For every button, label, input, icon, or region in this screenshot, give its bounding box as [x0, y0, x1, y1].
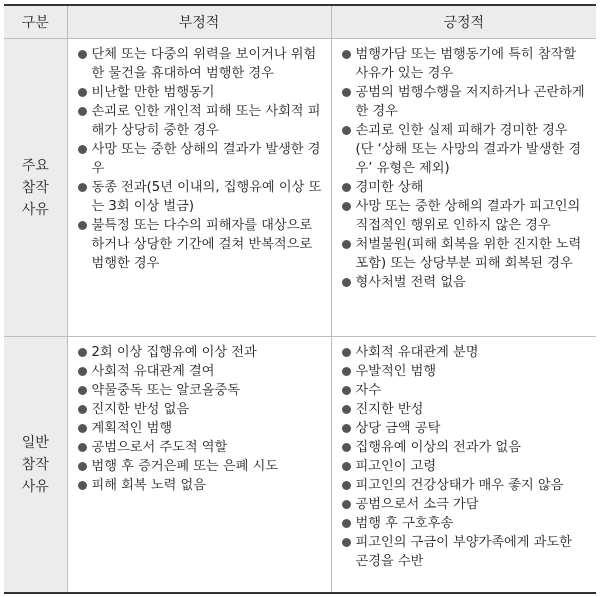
bullet-icon: [78, 405, 87, 414]
bullet-icon: [342, 481, 351, 490]
negative-list: [78, 343, 323, 495]
list-item: 상당 금액 공탁: [342, 419, 589, 438]
list-item: 범행 후 구호후송: [342, 514, 589, 533]
bullet-icon: [78, 183, 87, 192]
bullet-icon: [342, 88, 351, 97]
category-label: 사유: [21, 478, 49, 495]
bullet-icon: [342, 202, 351, 211]
list-item: 진지한 반성 없음: [78, 400, 323, 419]
list-item: 약물중독 또는 알코올중독: [78, 381, 323, 400]
bullet-icon: [78, 145, 87, 154]
bullet-icon: [342, 386, 351, 395]
positive-cell: [331, 39, 596, 337]
bullet-icon: [78, 221, 87, 230]
category-label: 일반: [21, 434, 49, 451]
list-item: 피고인의 건강상태가 매우 좋지 않음: [342, 476, 589, 495]
category-cell: [4, 337, 67, 594]
bullet-icon: [78, 424, 87, 433]
list-item: 공범으로서 주도적 역할: [78, 438, 323, 457]
bullet-icon: [78, 50, 87, 59]
bullet-icon: [78, 367, 87, 376]
bullet-icon: [78, 348, 87, 357]
category-label: 참작: [21, 179, 49, 196]
list-item: 범행가담 또는 범행동기에 특히 참작할 사유가 있는 경우: [342, 45, 589, 83]
bullet-icon: [78, 443, 87, 452]
list-item: 경미한 상해: [342, 178, 589, 197]
header-positive: 긍정적: [331, 5, 596, 39]
bullet-icon: [342, 538, 351, 547]
bullet-icon: [78, 462, 87, 471]
list-item: 진지한 반성: [342, 400, 589, 419]
list-item: 범행 후 증거은폐 또는 은폐 시도: [78, 457, 323, 476]
header-negative: 부정적: [67, 5, 331, 39]
bullet-icon: [342, 183, 351, 192]
bullet-icon: [342, 367, 351, 376]
negative-list: [78, 45, 323, 273]
list-item: 처벌불원(피해 회복을 위한 진지한 노력 포함) 또는 상당부분 피해 회복된 경우: [342, 235, 589, 273]
category-label: 참작: [21, 456, 49, 473]
list-item: 계획적인 범행: [78, 419, 323, 438]
list-item: 비난할 만한 범행동기: [78, 83, 323, 102]
category-cell: [4, 39, 67, 337]
category-label: 사유: [21, 201, 49, 218]
header-row: [4, 5, 596, 39]
bullet-icon: [342, 126, 351, 135]
negative-cell: [67, 337, 331, 594]
bullet-icon: [78, 386, 87, 395]
table-row: [4, 337, 596, 594]
bullet-icon: [342, 443, 351, 452]
bullet-icon: [342, 348, 351, 357]
list-item: 손괴로 인한 개인적 피해 또는 사회적 피해가 상당히 중한 경우: [78, 102, 323, 140]
list-item: 단체 또는 다중의 위력을 보이거나 위험한 물건을 휴대하여 범행한 경우: [78, 45, 323, 83]
list-item: 사회적 유대관계 결여: [78, 362, 323, 381]
list-item: 2회 이상 집행유예 이상 전과: [78, 343, 323, 362]
list-item: 사망 또는 중한 상해의 결과가 피고인의 직접적인 행위로 인하지 않은 경우: [342, 197, 589, 235]
bullet-icon: [342, 500, 351, 509]
list-item: 형사처벌 전력 없음: [342, 273, 589, 292]
positive-cell: [331, 337, 596, 594]
list-item: 불특정 또는 다수의 피해자를 대상으로 하거나 상당한 기간에 걸쳐 반복적으로 범행한 경우: [78, 216, 323, 273]
list-item: 피고인이 고령: [342, 457, 589, 476]
list-item: 집행유예 이상의 전과가 없음: [342, 438, 589, 457]
header-category: 구분: [4, 5, 67, 39]
sentencing-factors-table: [4, 4, 596, 594]
list-item: 사망 또는 중한 상해의 결과가 발생한 경우: [78, 140, 323, 178]
list-item: 피고인의 구금이 부양가족에게 과도한 곤경을 수반: [342, 533, 589, 571]
list-item: 동종 전과(5년 이내의, 집행유예 이상 또는 3회 이상 벌금): [78, 178, 323, 216]
bullet-icon: [78, 107, 87, 116]
list-item: 우발적인 범행: [342, 362, 589, 381]
bullet-icon: [342, 424, 351, 433]
positive-list: [342, 343, 589, 571]
bullet-icon: [342, 50, 351, 59]
list-item: 공범으로서 소극 가담: [342, 495, 589, 514]
list-item: 공범의 범행수행을 저지하거나 곤란하게 한 경우: [342, 83, 589, 121]
negative-cell: [67, 39, 331, 337]
positive-list: [342, 45, 589, 292]
category-label: 주요: [21, 157, 49, 174]
bullet-icon: [78, 481, 87, 490]
bullet-icon: [342, 462, 351, 471]
bullet-icon: [342, 240, 351, 249]
bullet-icon: [342, 278, 351, 287]
table-row: [4, 39, 596, 337]
bullet-icon: [78, 88, 87, 97]
list-item: 자수: [342, 381, 589, 400]
list-item: 피해 회복 노력 없음: [78, 476, 323, 495]
list-item: 손괴로 인한 실제 피해가 경미한 경우 (단 ‘상해 또는 사망의 결과가 발생한 경우’ 유형은 제외): [342, 121, 589, 178]
bullet-icon: [342, 519, 351, 528]
bullet-icon: [342, 405, 351, 414]
list-item: 사회적 유대관계 분명: [342, 343, 589, 362]
